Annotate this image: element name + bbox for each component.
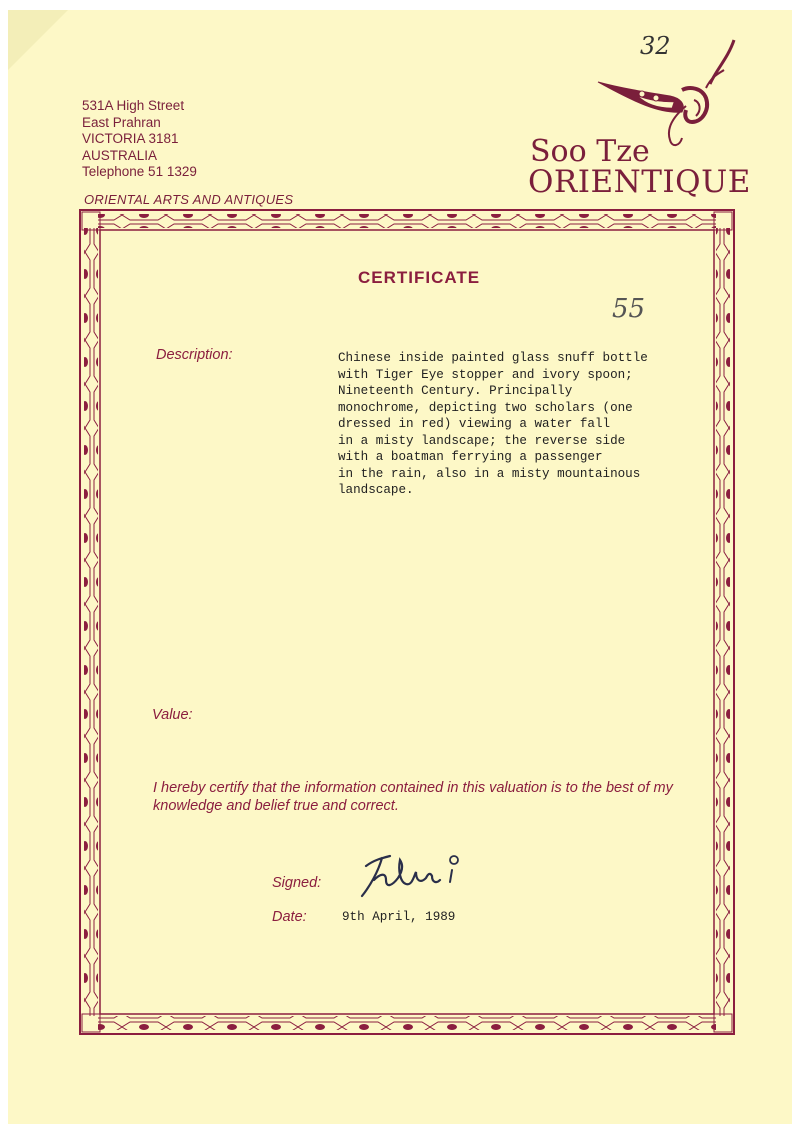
description-line: landscape. <box>338 483 414 497</box>
description-line: monochrome, depicting two scholars (one <box>338 400 633 415</box>
address-line: Telephone 51 1329 <box>82 164 197 179</box>
certification-statement: I hereby certify that the information contained in this valuation is to the best of my knowledge and belief true and correct. <box>153 780 673 814</box>
signature-mark <box>356 846 476 902</box>
handwritten-note-middle: 55 <box>612 294 646 324</box>
description-line: with Tiger Eye stopper and ivory spoon; <box>338 367 633 382</box>
logo-name-line2: ORIENTIQUE <box>528 164 751 200</box>
letterhead-address <box>82 98 197 181</box>
description-line: with a boatman ferrying a passenger <box>338 450 603 464</box>
handwritten-note-top: 32 <box>640 32 671 60</box>
letterhead-tagline: ORIENTAL ARTS AND ANTIQUES <box>84 192 294 207</box>
description-text <box>338 350 698 499</box>
address-line: East Prahran <box>82 114 161 130</box>
description-line: Chinese inside painted glass snuff bottle <box>338 351 648 365</box>
address-line: 531A High Street <box>82 98 185 113</box>
folded-corner <box>8 10 68 70</box>
signed-label: Signed: <box>272 875 322 891</box>
description-line: dressed in red) viewing a water fall <box>338 417 611 431</box>
logo-name-line1: Soo Tze <box>530 134 650 169</box>
certificate-title: CERTIFICATE <box>358 268 481 287</box>
date-label: Date: <box>272 909 307 925</box>
date-value: 9th April, 1989 <box>342 910 456 924</box>
description-label: Description: <box>156 347 233 363</box>
address-line: AUSTRALIA <box>82 147 158 163</box>
description-line: Nineteenth Century. Principally <box>338 384 573 398</box>
description-line: in the rain, also in a misty mountainous <box>338 466 641 481</box>
description-line: in a misty landscape; the reverse side <box>338 433 626 448</box>
address-line: VICTORIA 3181 <box>82 131 179 146</box>
value-label: Value: <box>152 707 193 723</box>
